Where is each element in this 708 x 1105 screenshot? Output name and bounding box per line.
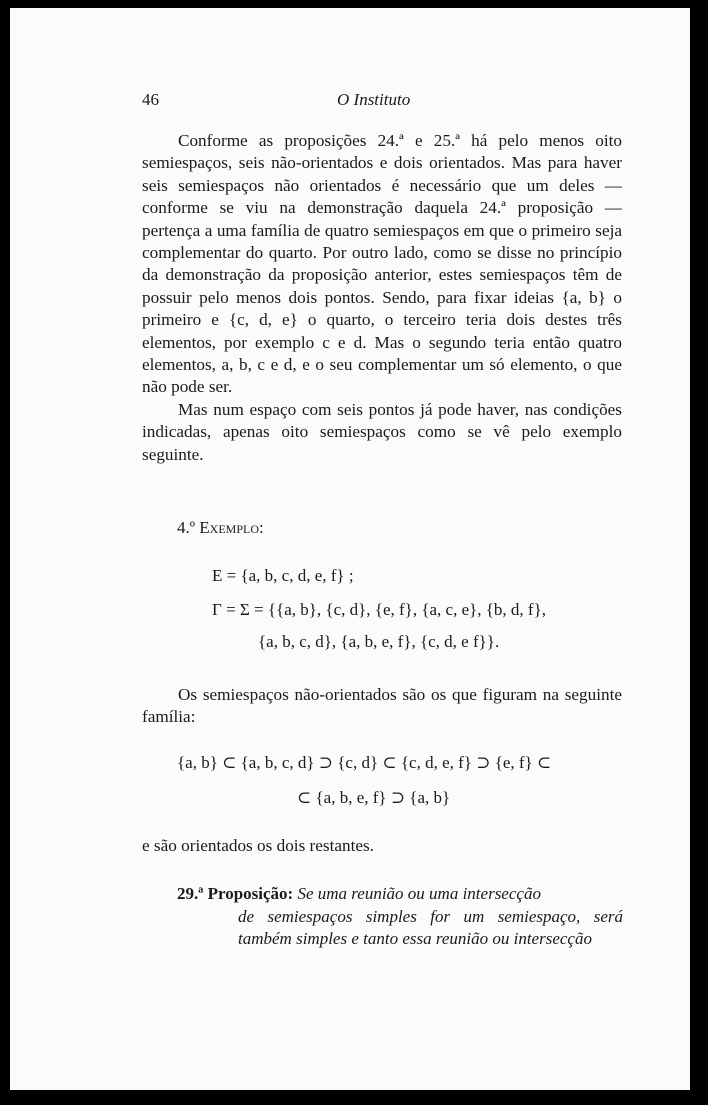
formula-chain-line2: ⊂ {a, b, e, f} ⊃ {a, b} [297, 788, 451, 807]
paragraph-2: Mas num espaço com seis pontos já pode haver, nas condições indicadas, apenas oito semiespaços como se vê pelo exemplo seguinte. [142, 399, 622, 464]
proposition-text-line1: Se uma reunião ou uma intersecção [297, 884, 541, 903]
paragraph-4: e são orientados os dois restantes. [142, 836, 374, 855]
proposition-29 [177, 883, 623, 951]
formula-gamma-line2: {a, b, c, d}, {a, b, e, f}, {c, d, e f}}. [258, 632, 500, 651]
proposition-text-continuation: de semiespaços simples for um semiespaço, será também simples e tanto essa reunião ou intersecção [238, 906, 623, 948]
book-page [10, 8, 690, 1090]
running-title: O Instituto [337, 90, 411, 109]
body-text-2 [142, 684, 622, 729]
proposition-label: 29.ª Proposição: [177, 884, 294, 903]
example-number: 4.º [177, 518, 196, 537]
body-text [142, 130, 622, 466]
formula-gamma-line1: Γ = Σ = {{a, b}, {c, d}, {e, f}, {a, c, e}, {b, d, f}, [212, 600, 546, 619]
page-header [142, 90, 622, 114]
formula-chain-line1: {a, b} ⊂ {a, b, c, d} ⊃ {c, d} ⊂ {c, d, e, f} ⊃ {e, f} ⊂ [177, 753, 552, 772]
example-heading [177, 518, 264, 538]
formula-set-e: E = {a, b, c, d, e, f} ; [212, 566, 354, 585]
paragraph-3: Os semiespaços não-orientados são os que figuram na seguinte família: [142, 685, 622, 727]
page-number: 46 [142, 90, 159, 109]
example-label: Exemplo: [199, 518, 264, 537]
paragraph-1: Conforme as proposições 24.ª e 25.ª há pelo menos oito semiespaços, seis não-orientados e dois orientados. Mas para haver seis semiespaços não orientados é necessário que um deles — conforme se viu na demonstração daquela 24.ª proposição — pertença a uma família de quatro semiespaços em que o primeiro seja complementar do quarto. Por outro lado, como se disse no princípio da demonstração da proposição anterior, estes semiespaços têm de possuir pelo menos dois pontos. Sendo, para fixar ideias {a, b} o primeiro e {c, d, e} o quarto, o terceiro teria dois destes três elementos, por exemplo c e d. Mas o segundo teria então quatro elementos, a, b, c e d, e o seu complementar um só elemento, o que não pode ser. [142, 131, 622, 397]
